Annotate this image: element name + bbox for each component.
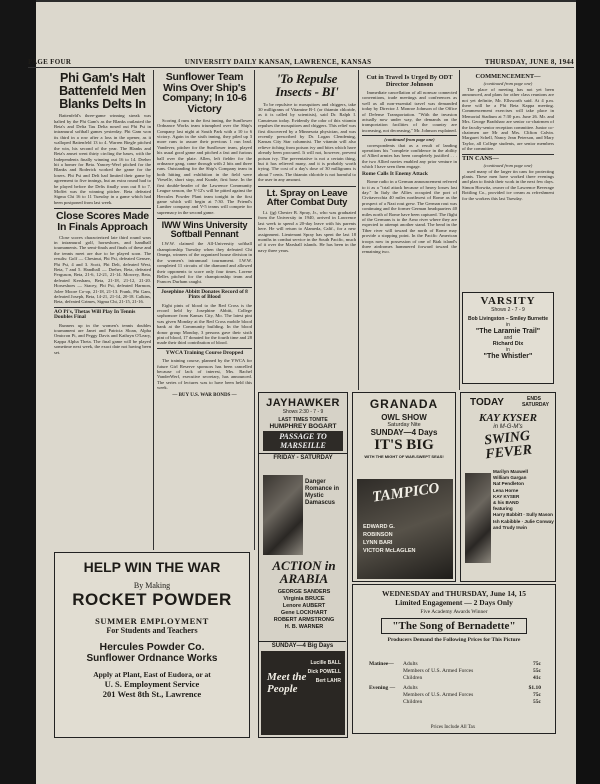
column-1 (54, 72, 151, 548)
article-body: To be repulsive to mosquitoes and chiggers, take 30 milligrams of Vitamine B-1 (or thiamin chloride, as it is called by scientists), said Dr. Ralph I. Canuteson today. Evidently the odor of this vitamin repulses the mosquitoes and chiggers. This relief was first discovered by a Minnesota physician, and was recently prescribed by Dr. Logan Clendening, Kansas City Star columnist. The vitamin will also relieve itching from poison ivy and bites which have already been procured. It will not, however, prevent poison ivy. The preventative is not a certain thing, but it has relieved many, and it is probably worth trying. The cost of a day's dose of 30 milligrams is about 7 cents. The thiamin chloride is not harmful to the user in any amount. (258, 101, 356, 183)
fri-sat-label: FRIDAY - SATURDAY (259, 453, 347, 461)
cast-name: VICTOR McLAGLEN (363, 548, 416, 554)
saturday-label: Saturday Nite (387, 422, 421, 428)
issue-date: THURSDAY, JUNE 8, 1944 (484, 58, 574, 66)
headline-lt-spray: Lt. Spray on Leave After Combat Duty (258, 186, 356, 208)
article-body: I.W.W. claimed the All-University softball championship Tuesday when they defeated Chi Omega, winners of the organized house division in the women's intramural tournament. I.W.W. completed 11 circuits of the diamond and allowed their opponents to score only four times. Lorene Belles pitched for the championship team and Frances Durham caught. (157, 241, 252, 285)
cast-name: and Trudy Irwin (493, 524, 527, 530)
price-row (403, 675, 541, 682)
theater-name: JAYHAWKER (266, 397, 340, 409)
article-body: correspondents that as a result of landing operations his "complete confidence in the ability of Allied armies has been completely justified . . . the two Allied navies enabled any prior venture in which I have seen them engage. (362, 142, 457, 170)
ad-line: U. S. Employment Service (104, 679, 200, 689)
theater-name: GRANADA (369, 397, 439, 411)
price-value: 75c (533, 661, 541, 667)
headline-iww: IWW Wins University Softball Pennant (157, 218, 252, 239)
headline-ywca: YWCA Training Course Dropped (157, 348, 252, 356)
in-label: in (506, 347, 510, 353)
price-category: Adults (403, 661, 418, 667)
rocket-powder-ad (54, 552, 250, 738)
film-title: PASSAGE TO MARSEILLE (263, 431, 343, 451)
column-rule (358, 70, 359, 390)
film-still (263, 475, 303, 555)
headline-tin-cans: TIN CANS— (462, 154, 554, 161)
theater-name: VARSITY (480, 295, 536, 307)
film-title: SWING FEVER (483, 428, 533, 463)
ad-headline: HELP WIN THE WAR (83, 559, 221, 575)
ad-line: By Making (133, 581, 171, 590)
ad-address: 201 West 8th St., Lawrence (102, 689, 202, 699)
cast-name: EDWARD G. ROBINSON (363, 524, 395, 538)
tax-note: Prices Include All Tax (430, 725, 476, 730)
headline-ao-pis: AO Pi's, Thetas Will Play In Tennis Doubles Final (54, 307, 151, 321)
film-title: "The Song of Bernadette" (381, 618, 527, 634)
cast-name: Gene LOCKHART (280, 610, 328, 616)
headline-insects: 'To Repulse Insects - BI' (275, 72, 339, 100)
price-table (369, 661, 541, 706)
ad-line: Apply at Plant, East of Eudora, or at (93, 670, 211, 679)
article-body: The training course, planned by the YWCA for future Girl Reserve sponsors has been cancelled because of lack of interest, Mrs. Rachel VanderWerf, executive secretary, has announced. The series of lectures was to have been held this week. (157, 358, 252, 391)
cast-name: GEORGE SANDERS (277, 589, 331, 595)
cast-name: Bert LAHR (315, 678, 341, 684)
cast-name: LYNN BARI (363, 540, 393, 546)
price-value: 75c (533, 692, 541, 698)
cast-line: Bob Livingston – Smiley Burnette (467, 316, 548, 322)
continued-note: (continued from page one) (483, 163, 533, 169)
cast-name: William Gargan (493, 475, 527, 481)
studio-label: in M-G-M's (493, 424, 523, 430)
sunday-label: SUNDAY—4 Days (370, 428, 438, 437)
cast-list (363, 523, 423, 555)
ends-label: ENDS SATURDAY (521, 396, 549, 408)
evening-rows (403, 685, 541, 706)
cast-name: Lena Horne (493, 487, 519, 493)
price-value: 55c (533, 699, 541, 705)
star-name: HUMPHREY BOGART (269, 423, 337, 430)
column-3 (258, 72, 356, 390)
film-title: TAMPICO (371, 480, 441, 506)
varsity-ad (462, 292, 554, 384)
headline-sunflower: Sunflower Team Wins Over Ship's Company; In 10-6 Victory (162, 72, 247, 116)
swing-fever-ad (460, 392, 556, 582)
price-row (403, 668, 541, 675)
cast-list (307, 659, 341, 686)
scan-border-right (576, 0, 600, 784)
star-name: KAY KYSER (479, 412, 537, 424)
price-row (403, 661, 541, 668)
in-label: in (506, 322, 510, 328)
show-times: Shows 2 - 7 - 9 (491, 307, 525, 313)
tagline: WITH THE MIGHT OF WAR-SWEPT SEAS! (364, 454, 444, 459)
article-body: Lt. (jg) Chester B. Spray, Jr., who was graduated from the University in 1940, arrived in Lawrence last week to spend a 20-day leave with his parents here. He will return to Alameda, Calif., for a new assignment. Lieutenant Spray has spent the last 18 months in combat service in the South Pacific, much of it over the Marshall islands. He has been in the navy three years. (258, 209, 356, 253)
price-row (403, 699, 541, 706)
jayhawker-ad (258, 392, 348, 738)
war-bonds-line: — BUY U.S. WAR BONDS — (172, 392, 237, 398)
limited-label: Limited Engagement — 2 Days Only (395, 598, 513, 607)
scan-border-left (0, 0, 36, 784)
subhead-rome: Rome Calls It Enemy Attack (362, 170, 428, 177)
evening-label: Evening — (369, 685, 396, 691)
film-title: ACTION in ARABIA (272, 558, 336, 586)
continued-note: (continued from page one) (362, 135, 457, 142)
article-body: used many of the larger tin cans for protecting plants. These men have worked three evenings and plan to finish their work in the next few days. Simon Horwitz, owner of the Lawrence Beverage Bottling Co., provided ice cream as refreshment for the workers this last Tuesday. (462, 168, 554, 201)
award-label: Five Academy Awards Winner (420, 609, 488, 615)
column-rule (153, 70, 154, 550)
cast-name: Harry Babbitt · Sully Mason (493, 512, 553, 518)
owl-show: OWL SHOW (381, 413, 427, 422)
company-name: Hercules Powder Co. (99, 641, 205, 653)
ad-line: For Students and Teachers (106, 626, 198, 635)
last-times: LAST TIMES TONITE (278, 417, 328, 423)
cast-line: Richard Dix (492, 341, 524, 347)
price-row (403, 692, 541, 699)
headline-close-scores: Close Scores Made In Finals Approach (54, 208, 151, 232)
cast-name: ROBERT ARMSTRONG (273, 617, 335, 623)
ad-line: ROCKET POWDER (72, 590, 232, 609)
headline-abbitt: Josephine Abbitt Donates Record of 8 Pints of Blood (157, 287, 252, 301)
cast-name: Dick POWELL (307, 669, 341, 675)
article-body: Scoring 4 runs in the first inning, the Sunflower Ordnance Works team triumphed over the Ship's Company last night at South Park with a 10 to 6 victory. Again in the sixth inning, they piled up 3 more runs to assure their previous 1 run lead. Vandever, pitcher for the Sunflower team, played his usual good game and pitched a fast and furious ball over the plate. Allen, left fielder for the ordnance gang, came through with 2 hits and three runs. Outstanding for the Ship's Company team in both hitting and exhibition in the field were Vieselle, short stop, and Kunde, first base. In the first double-header of the Lawrence Community League season, the V-12's will be pitted against the Hercules Powder Plant team tonight in the first game which will begin at 7:30. The Friend's Lumber company and V-5 teams will compete for supremacy in the second game. (157, 117, 252, 215)
article-body: Rome radio in a German announcement referred to it as a "trial attack because of heavy losses last day." In Italy the Allies occupied the port of Civitavecchia 40 miles northwest of Rome as the prospect of a Nazi rout grew. The German rout was continuing and the former German headquarters 40 miles north of Rome have been captured. The flight of the Germans is to the Arno river where they are expected to attempt another stand. The bend in the Tiber river will toward the north of Rome may provide a stopping point. In the Pacific American troops now in possession of one of Biak island's three airdromes hammered forward toward the remaining two. (362, 179, 457, 255)
tagline: Danger Romance in Mystic Damascus (305, 479, 340, 506)
cast-name: Lenore AUBERT (282, 603, 326, 609)
article-body: Battenfeld's three-game winning streak was halted by the Phi Gam's as the Blanks outlasted the Beta's and Delta Tau Delta nosed out Phi Psi in intramural softball games yesterday. Phi Gam won its third in a row after a loss in the opener, as it walloped Battenfeld 13 to 4. Warren Biegle pitched the win, his second of the year. The Blanks and Beta's amset went thirty circling the bases, with the Independents finally winning out 16 to 14. Dreher hit a homer for Beta. Yancey-Werf pitched for the Blanks and Roderick worked the game for the losers. Phi Psi and Delt had limited their game by agreement to five innings, but an extra round had to be played before the Delts finally won out 8 to 7. Moffet was the winning pitcher. Beta defeated Sigma Chi 16 to 11 Tuesday in a game which had been postponed from last week. (54, 113, 151, 205)
column-5 (462, 72, 554, 287)
film-still (465, 473, 491, 563)
cast-name: Nat Pendleton (493, 481, 524, 487)
film-title: "The Laramie Trail" (475, 328, 541, 335)
article-body: Close scores characterized late third round wars in intramural golf, horseshoes, and handball tournaments. The semi-finals and finals of these and the tennis meet are due to be played soon. The results: Golf — Chestnut, Phi Psi, defeated Gensee, Phi Psi, 4 and 3. Scott, Phi Delt, defeated West, Beta, 7 and 5. Handball — Dreher, Beta, defeated Ferguson, Beta, 21-6, 12-21, 21-14. Mowrey, Beta, defeated Kersham, Beta, 21-18, 21-12, 21-20. Horseshoes — Stacey, Phi Psi, defeated Harmon, Jolee Moore Co-op, 21-18, 21-13. Frank, Phi Gam, defeated Joseph, Beta, 14-21, 21-14, 20-18. Calkins, Beta, defeated Grimes, Sigma Chi, 21-15, 21-16. (54, 234, 151, 305)
show-times: Shows 2:30 - 7 - 9 (282, 409, 324, 415)
article-body: Immediate cancellation of all nonwar connected conventions, trade meetings and conferences as well as all non-essential travel was demanded today by Director J. Monroe Johnson of the Office of Defense Transportation. "With the invasion actually now under way, the demands on the transportation facilities of the country are increasing, not decreasing," Mr. Johnson explained. (362, 90, 457, 133)
cast-name: featuring (493, 506, 513, 512)
matinee-label: Matinee— (369, 661, 394, 667)
cast-name: Ish Kabibble · Julie Conway (493, 518, 554, 524)
cast-name: & his BAND (493, 500, 519, 506)
headline-travel: Cut in Travel Is Urged By ODT Director Johnson (366, 74, 453, 88)
company-plant: Sunflower Ordnance Works (86, 653, 218, 664)
and-label: and (503, 335, 513, 341)
bernadette-ad (352, 584, 556, 734)
page-number: PAGE FOUR (28, 58, 72, 66)
column-rule (254, 70, 255, 550)
film-title: Meet the People (267, 671, 307, 695)
paper-title: UNIVERSITY DAILY KANSAN, LAWRENCE, KANSAS (184, 58, 372, 66)
price-value: $1.10 (528, 685, 541, 691)
meet-the-people-panel (261, 651, 345, 735)
masthead (28, 58, 574, 68)
cast-name: Virginia BRUCE (283, 596, 325, 602)
its-big: IT'S BIG (374, 437, 434, 453)
matinee-rows (403, 661, 541, 682)
cast-name: Lucille BALL (310, 660, 341, 666)
price-category: Members of U.S. Armed Forces (403, 668, 474, 674)
film-title: "The Whistler" (483, 353, 533, 360)
price-category: Members of U.S. Armed Forces (403, 692, 474, 698)
cast-name: KAY KYSER (493, 493, 520, 499)
granada-ad (352, 392, 456, 582)
headline-commencement: COMMENCEMENT— (475, 73, 541, 80)
column-rule (459, 70, 460, 390)
sunday-label: SUNDAY—4 Big Days (259, 641, 346, 649)
price-category: Adults (403, 685, 418, 691)
column-2 (157, 72, 252, 548)
price-value: 41c (533, 675, 541, 681)
cast-name: H. B. WARNER (284, 624, 324, 630)
article-body: The place of meeting has not yet been announced, and plans for other class reunions are not yet definite, Mr. Ellsworth said. At 4 p.m. there will be a Phi Beta Kappa meeting. Commencement exercises will take place in Memorial Stadium at 7:30 p.m. June 26. Mr. and Mrs. George Bradshaw are senior co-chairmen of the faculty-senior reception committee. Junior co-chairmen are Mr and Mrs. Clifton Calvin. Margaret Schell, Nancy Jean Peterson, and Mary Taylor, all College students, are senior members of the committee. (462, 86, 554, 152)
price-category: Children (403, 699, 423, 705)
producers-note: Producers Demand the Following Prices for This Picture (387, 637, 521, 643)
headline-phi-gams: Phi Gam's Halt Battenfeld Men Blanks Delts In (59, 72, 146, 111)
article-body: Runners up in the women's tennis doubles tournament are Janet and Patricia Sloan, Alpha Omicron Pi, and Peggy Davis and Kathryn O'Leary, Kappa Alpha Theta. The final game will be played sometime next week, the exact date not having been set. (54, 322, 151, 355)
cast-name: Marilyn Maxwell (493, 469, 528, 474)
price-value: 55c (533, 668, 541, 674)
price-row (403, 685, 541, 692)
ad-line: SUMMER EMPLOYMENT (95, 616, 209, 626)
cast-list (493, 469, 555, 531)
today-label: TODAY (470, 396, 504, 408)
continued-note: (continued from page one) (483, 81, 533, 87)
dates: WEDNESDAY and THURSDAY, June 14, 15 (381, 589, 526, 598)
column-4 (362, 72, 457, 390)
cast-list (261, 589, 347, 631)
article-body: Eight pints of blood to the Red Cross is the record held by Josephine Abbitt, College sophomore from Kansas City, Mo. The latest pint was given Monday at the Red Cross mobile blood bank at the Community building. In the blood donor group Monday, 3 persons gave their sixth pint of blood, 17 donated for the fourth time and 28 made their third contribution of blood. (157, 302, 252, 346)
price-category: Children (403, 675, 423, 681)
